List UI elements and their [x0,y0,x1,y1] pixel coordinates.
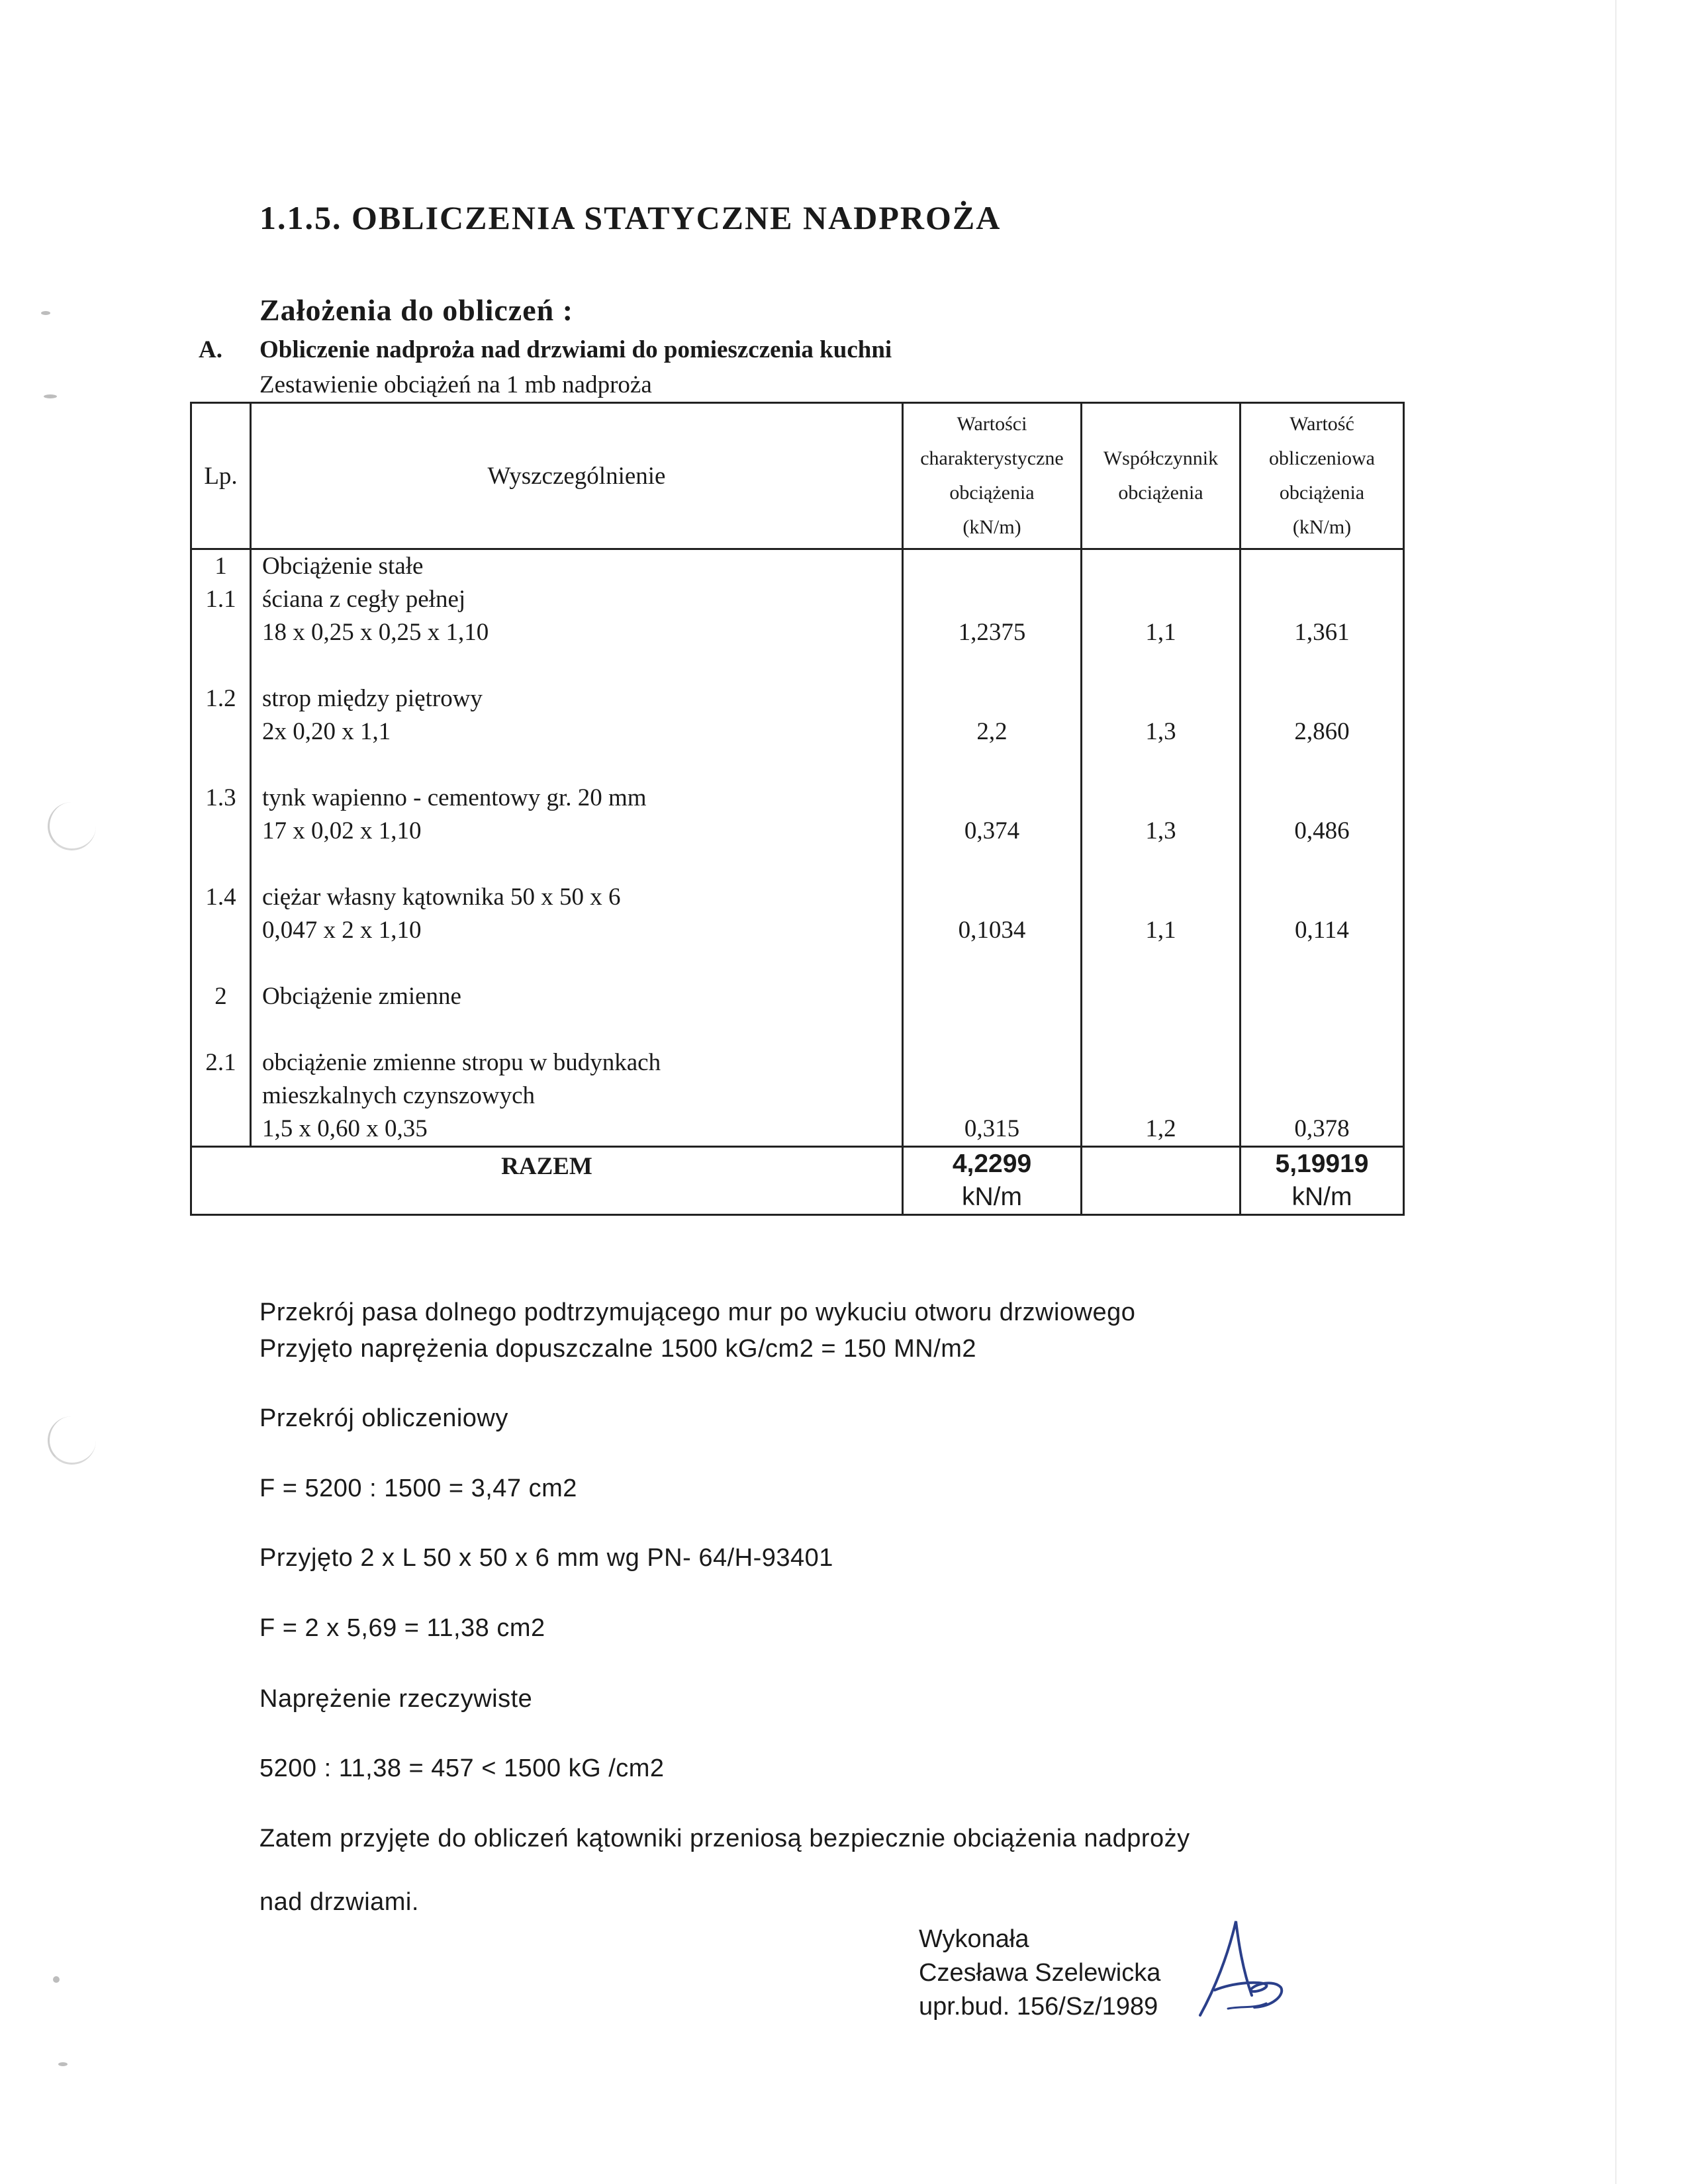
row-coefficient-cell [1082,881,1241,914]
document-title: 1.1.5. OBLICZENIA STATYCZNE NADPROŻA [259,199,1002,236]
row-characteristic-cell [903,1079,1082,1113]
table-row [191,914,1404,947]
row-coefficient-cell [1082,1013,1241,1046]
row-number-cell: 1.1 [191,583,251,616]
row-number-cell: 1.3 [191,782,251,815]
row-characteristic-cell [903,1046,1082,1079]
text-allowable-stress: Przyjęto naprężenia dopuszczalne 1500 kG/cm2 = 150 MN/m2 [259,1335,977,1363]
table-row [191,980,1404,1013]
table-row [191,815,1404,848]
row-description-cell: mieszkalnych czynszowych [251,1079,903,1113]
row-coefficient-cell [1082,980,1241,1013]
row-coefficient-cell [1082,1079,1241,1113]
row-design-value-cell [1241,649,1404,682]
row-coefficient-cell [1082,749,1241,782]
punch-hole-bottom [48,1416,96,1465]
row-description-cell: 17 x 0,02 x 1,10 [251,815,903,848]
row-coefficient-cell: 1,1 [1082,914,1241,947]
row-design-value-cell: 1,361 [1241,616,1404,649]
scan-speck [44,394,57,398]
table-caption: Zestawienie obciążeń na 1 mb nadproża [259,371,652,398]
row-design-value-cell [1241,980,1404,1013]
total-label: RAZEM [191,1147,903,1215]
table-row [191,549,1404,584]
table-row [191,881,1404,914]
row-number-cell: 2.1 [191,1046,251,1079]
row-description-cell: Obciążenie zmienne [251,980,903,1013]
text-adopted-profile: Przyjęto 2 x L 50 x 50 x 6 mm wg PN- 64/H-93401 [259,1544,833,1572]
row-coefficient-cell [1082,682,1241,715]
row-characteristic-cell [903,583,1082,616]
row-design-value-cell [1241,682,1404,715]
text-actual-area: F = 2 x 5,69 = 11,38 cm2 [259,1614,545,1642]
document-title-wrap [259,199,1001,237]
row-description-cell: 2x 0,20 x 1,1 [251,715,903,749]
row-description-cell: 18 x 0,25 x 0,25 x 1,10 [251,616,903,649]
row-design-value-cell [1241,782,1404,815]
row-description-cell [251,1013,903,1046]
row-number-cell [191,914,251,947]
row-number-cell [191,616,251,649]
row-number-cell: 1.2 [191,682,251,715]
table-row [191,749,1404,782]
row-number-cell [191,1113,251,1147]
text-actual-stress: 5200 : 11,38 = 457 < 1500 kG /cm2 [259,1754,665,1782]
signature-name: Czesława Szelewicka [919,1959,1161,1987]
row-coefficient-cell [1082,649,1241,682]
text-required-area: F = 5200 : 1500 = 3,47 cm2 [259,1475,577,1502]
row-number-cell [191,1079,251,1113]
punch-hole-top [48,802,96,850]
table-row [191,848,1404,881]
page-edge-shadow [1615,0,1617,2184]
row-characteristic-cell [903,848,1082,881]
loads-table [190,402,1405,1216]
text-design-section: Przekrój obliczeniowy [259,1404,508,1432]
row-characteristic-cell [903,947,1082,980]
row-number-cell [191,947,251,980]
row-coefficient-cell [1082,549,1241,584]
row-description-cell [251,947,903,980]
row-number-cell: 1.4 [191,881,251,914]
row-design-value-cell [1241,881,1404,914]
row-characteristic-cell: 0,374 [903,815,1082,848]
row-design-value-cell: 2,860 [1241,715,1404,749]
row-number-cell: 1 [191,549,251,584]
row-coefficient-cell: 1,1 [1082,616,1241,649]
row-characteristic-cell: 1,2375 [903,616,1082,649]
row-characteristic-cell: 2,2 [903,715,1082,749]
table-row [191,1013,1404,1046]
table-row [191,1046,1404,1079]
scan-speck [58,2062,68,2066]
table-row [191,715,1404,749]
signature-block [919,1923,1160,2024]
row-coefficient-cell: 1,3 [1082,815,1241,848]
total-coefficient-empty [1082,1147,1241,1215]
row-design-value-cell [1241,1079,1404,1113]
row-design-value-cell: 0,378 [1241,1113,1404,1147]
scan-speck [53,1976,60,1983]
row-design-value-cell [1241,749,1404,782]
signature-role: Wykonała [919,1925,1029,1953]
row-number-cell [191,715,251,749]
table-row [191,649,1404,682]
row-design-value-cell [1241,947,1404,980]
row-number-cell [191,649,251,682]
row-number-cell [191,815,251,848]
row-description-cell: ciężar własny kątownika 50 x 50 x 6 [251,881,903,914]
row-number-cell [191,749,251,782]
total-row [191,1147,1404,1215]
col-header-design-value: Wartość obliczeniowa obciążenia (kN/m) [1241,403,1404,549]
col-header-characteristic: Wartości charakterystyczne obciążenia (kN/m) [903,403,1082,549]
table-row [191,782,1404,815]
row-coefficient-cell [1082,782,1241,815]
row-characteristic-cell [903,980,1082,1013]
table-row [191,1079,1404,1113]
row-description-cell: 0,047 x 2 x 1,10 [251,914,903,947]
row-characteristic-cell: 0,315 [903,1113,1082,1147]
total-design-value: 5,19919 kN/m [1241,1147,1404,1215]
text-conclusion-cont: nad drzwiami. [259,1888,419,1916]
row-description-cell: strop między piętrowy [251,682,903,715]
row-description-cell: Obciążenie stałe [251,549,903,584]
table-row [191,682,1404,715]
table-row [191,616,1404,649]
total-characteristic: 4,2299 kN/m [903,1147,1082,1215]
handwritten-signature [1188,1916,1294,2022]
row-design-value-cell [1241,1046,1404,1079]
row-coefficient-cell [1082,1046,1241,1079]
row-design-value-cell [1241,549,1404,584]
col-header-coefficient: Współczynnik obciążenia [1082,403,1241,549]
row-characteristic-cell: 0,1034 [903,914,1082,947]
row-design-value-cell: 0,486 [1241,815,1404,848]
text-conclusion: Zatem przyjęte do obliczeń kątowniki przeniosą bezpiecznie obciążenia nadproży [259,1825,1190,1852]
row-characteristic-cell [903,549,1082,584]
col-header-lp: Lp. [191,403,251,549]
row-design-value-cell [1241,1013,1404,1046]
row-characteristic-cell [903,649,1082,682]
text-section-description: Przekrój pasa dolnego podtrzymującego mur po wykuciu otworu drzwiowego [259,1298,1136,1326]
table-header-row [191,403,1404,549]
col-header-description: Wyszczególnienie [251,403,903,549]
text-actual-stress-heading: Naprężenie rzeczywiste [259,1685,533,1713]
signature-license: upr.bud. 156/Sz/1989 [919,1993,1158,2021]
row-coefficient-cell [1082,947,1241,980]
table-row [191,947,1404,980]
section-label: A. [199,336,222,363]
row-description-cell: tynk wapienno - cementowy gr. 20 mm [251,782,903,815]
row-coefficient-cell [1082,848,1241,881]
row-coefficient-cell [1082,583,1241,616]
row-characteristic-cell [903,782,1082,815]
table-row [191,583,1404,616]
row-design-value-cell [1241,848,1404,881]
row-number-cell [191,1013,251,1046]
row-characteristic-cell [903,881,1082,914]
row-description-cell: 1,5 x 0,60 x 0,35 [251,1113,903,1147]
row-description-cell: ściana z cegły pełnej [251,583,903,616]
row-characteristic-cell [903,682,1082,715]
row-number-cell: 2 [191,980,251,1013]
table-row [191,1113,1404,1147]
scan-speck [41,311,50,315]
row-coefficient-cell: 1,3 [1082,715,1241,749]
row-description-cell [251,848,903,881]
row-design-value-cell: 0,114 [1241,914,1404,947]
row-description-cell [251,749,903,782]
section-title: Obliczenie nadproża nad drzwiami do pomieszczenia kuchni [259,336,892,363]
row-design-value-cell [1241,583,1404,616]
row-number-cell [191,848,251,881]
row-characteristic-cell [903,749,1082,782]
row-description-cell [251,649,903,682]
row-description-cell: obciążenie zmienne stropu w budynkach [251,1046,903,1079]
assumptions-heading: Założenia do obliczeń : [259,293,574,327]
row-characteristic-cell [903,1013,1082,1046]
row-coefficient-cell: 1,2 [1082,1113,1241,1147]
